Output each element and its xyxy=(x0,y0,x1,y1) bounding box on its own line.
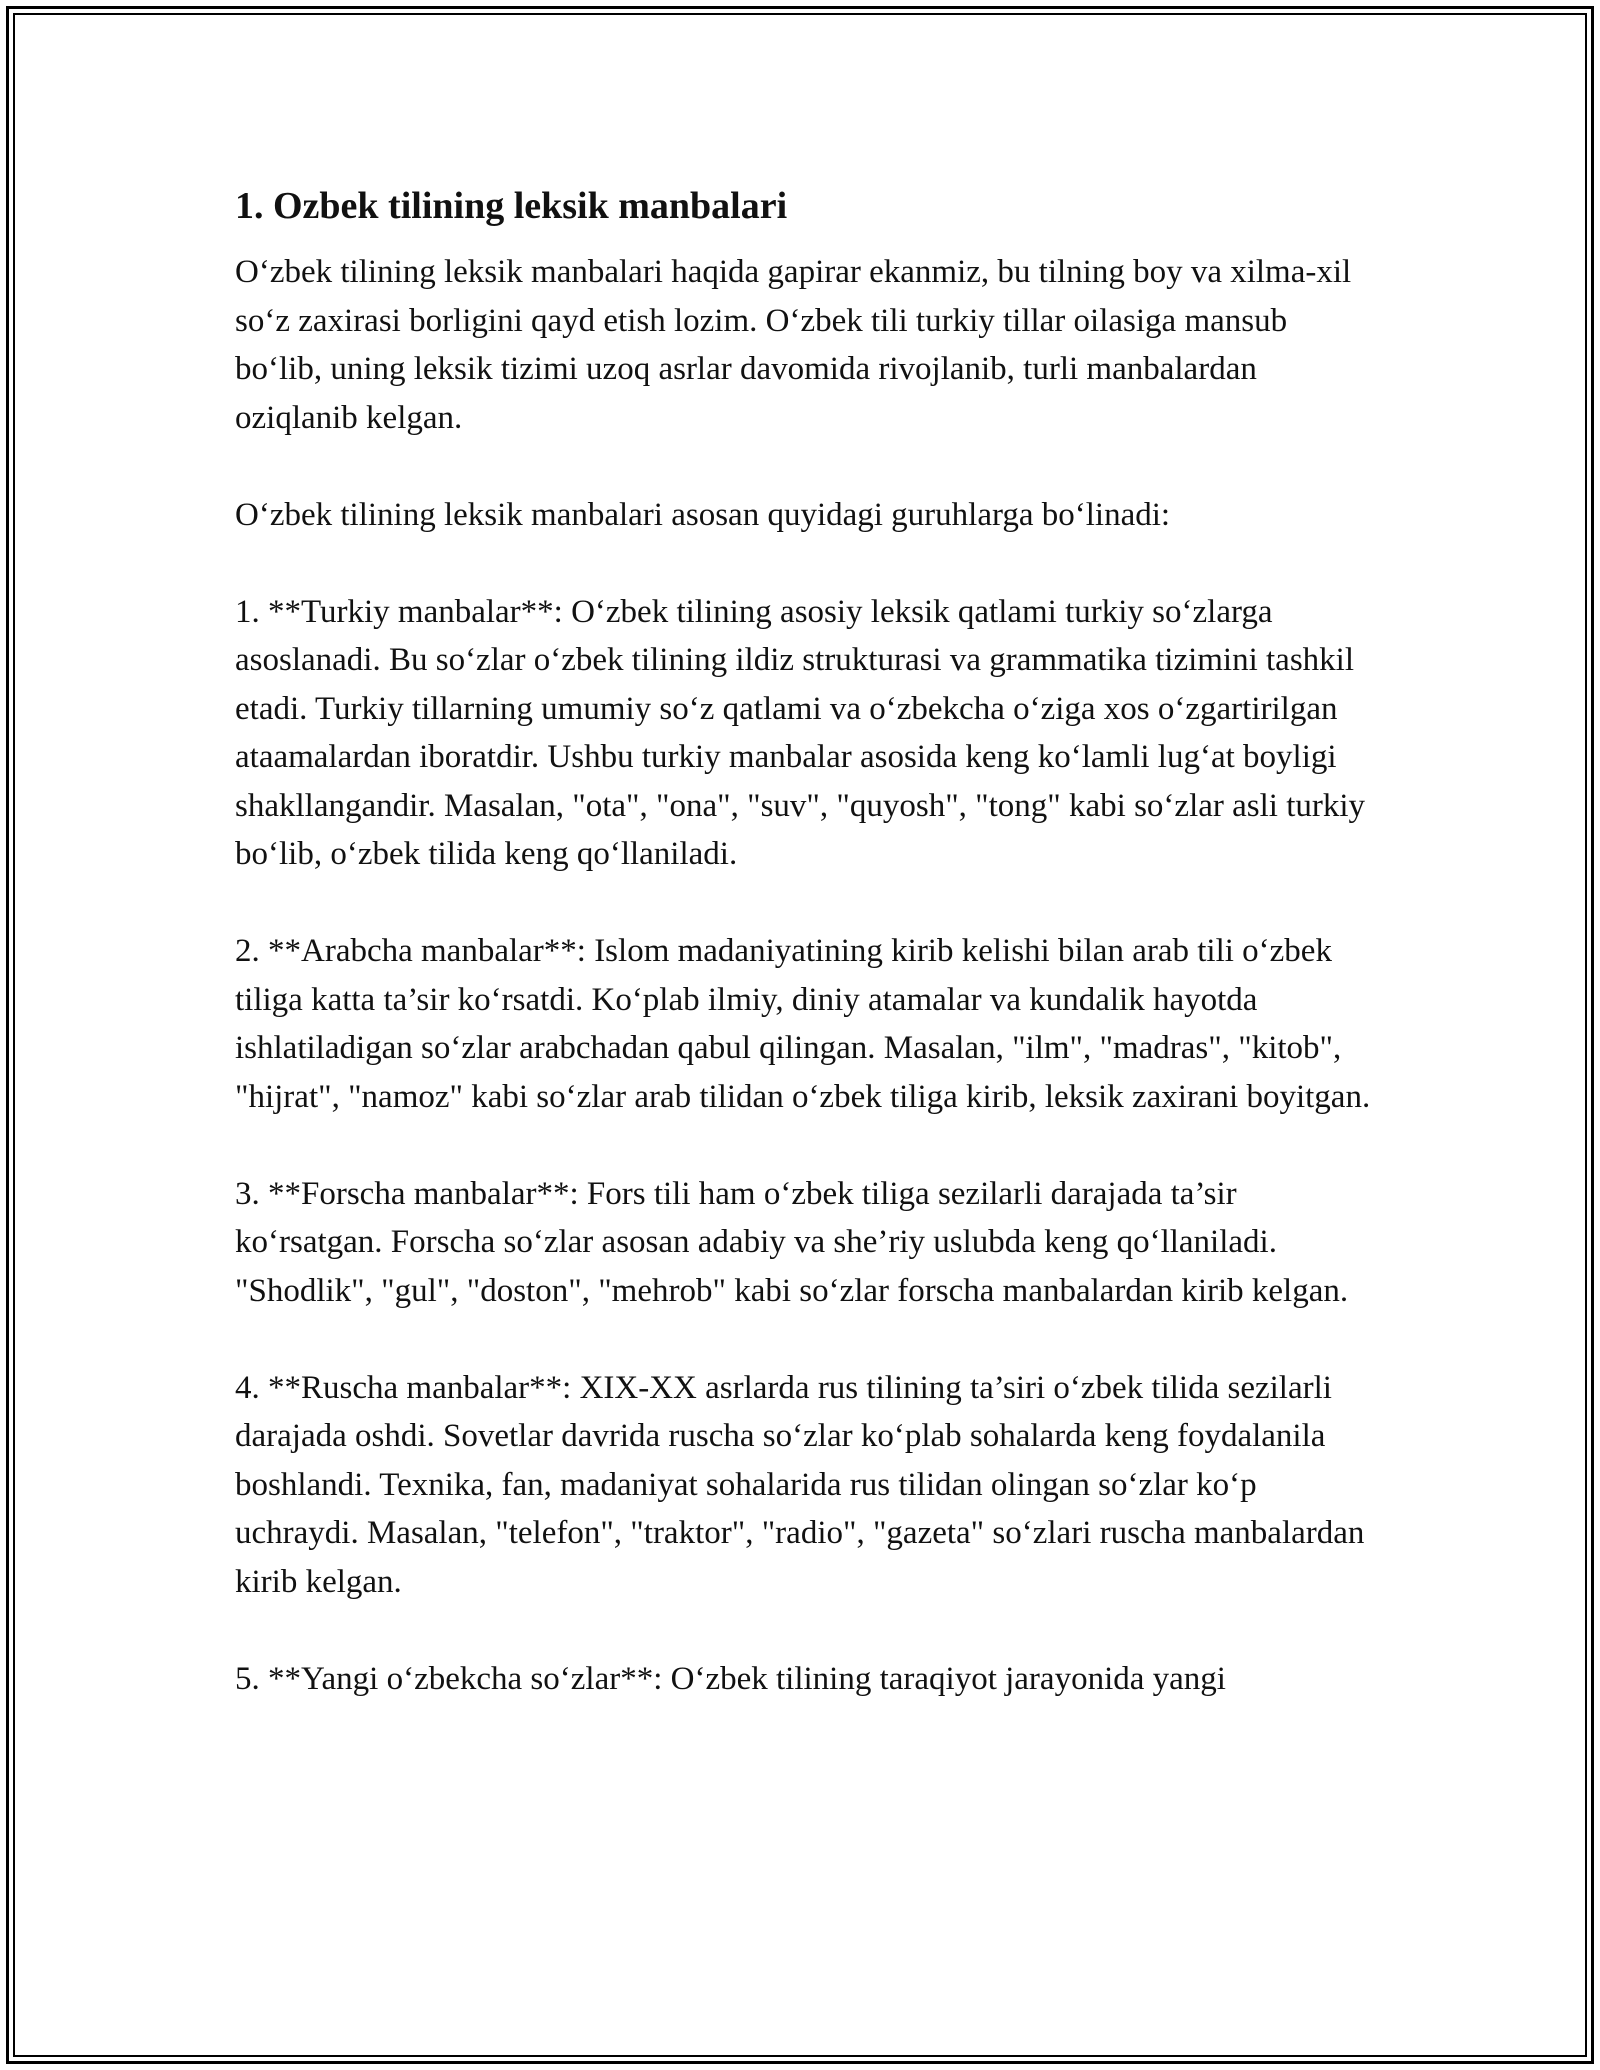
document-body xyxy=(235,182,1375,1703)
paragraph-intro: O‘zbek tilining leksik manbalari haqida gapirar ekanmiz, bu tilning boy va xilma-xil so‘z zaxirasi borligini qayd etish lozim. O‘zbek tili turkiy tillar oilasiga mansub bo‘lib, uning leksik tizimi uzoq asrlar davomida rivojlanib, turli manbalardan oziqlanib kelgan. xyxy=(235,254,1352,436)
paragraph-turkic-sources: 1. **Turkiy manbalar**: O‘zbek tilining asosiy leksik qatlami turkiy so‘zlarga asoslanadi. Bu so‘zlar o‘zbek tilining ildiz strukturasi va grammatika tizimini tashkil etadi. Turkiy tillarning umumiy so‘z qatlami va o‘zbekcha o‘ziga xos o‘zgartirilgan ataamalardan iboratdir. Ushbu turkiy manbalar asosida keng ko‘lamli lug‘at boyligi shakllangandir. Masalan, "ota", "ona", "suv", "quyosh", "tong" kabi so‘zlar asli turkiy bo‘lib, o‘zbek tilida keng qo‘llaniladi. xyxy=(235,593,1366,872)
paragraph-groups-lead: O‘zbek tilining leksik manbalari asosan quyidagi guruhlarga bo‘linadi: xyxy=(235,496,1171,533)
document-title: 1. Ozbek tilining leksik manbalari xyxy=(235,185,788,227)
paragraph-new-uzbek-words: 5. **Yangi o‘zbekcha so‘zlar**: O‘zbek tilining taraqiyot jarayonida yangi xyxy=(235,1660,1226,1697)
paragraph-persian-sources: 3. **Forscha manbalar**: Fors tili ham o‘zbek tiliga sezilarli darajada ta’sir ko‘rsatgan. Forscha so‘zlar asosan adabiy va she’riy uslubda keng qo‘llaniladi. "Shodlik", "gul", "doston", "mehrob" kabi so‘zlar forscha manbalardan kirib kelgan. xyxy=(235,1175,1349,1309)
paragraph-russian-sources: 4. **Ruscha manbalar**: XIX-XX asrlarda rus tilining ta’siri o‘zbek tilida sezilarli darajada oshdi. Sovetlar davrida ruscha so‘zlar ko‘plab sohalarda keng foydalanila boshlandi. Texnika, fan, madaniyat sohalarida rus tilidan olingan so‘zlar ko‘p uchraydi. Masalan, "telefon", "traktor", "radio", "gazeta" so‘zlari ruscha manbalardan kirib kelgan. xyxy=(235,1369,1365,1600)
paragraph-arabic-sources: 2. **Arabcha manbalar**: Islom madaniyatining kirib kelishi bilan arab tili o‘zbek tiliga katta ta’sir ko‘rsatdi. Ko‘plab ilmiy, diniy atamalar va kundalik hayotda ishlatiladigan so‘zlar arabchadan qabul qilingan. Masalan, "ilm", "madras", "kitob", "hijrat", "namoz" kabi so‘zlar arab tilidan o‘zbek tiliga kirib, leksik zaxirani boyitgan. xyxy=(235,933,1371,1115)
